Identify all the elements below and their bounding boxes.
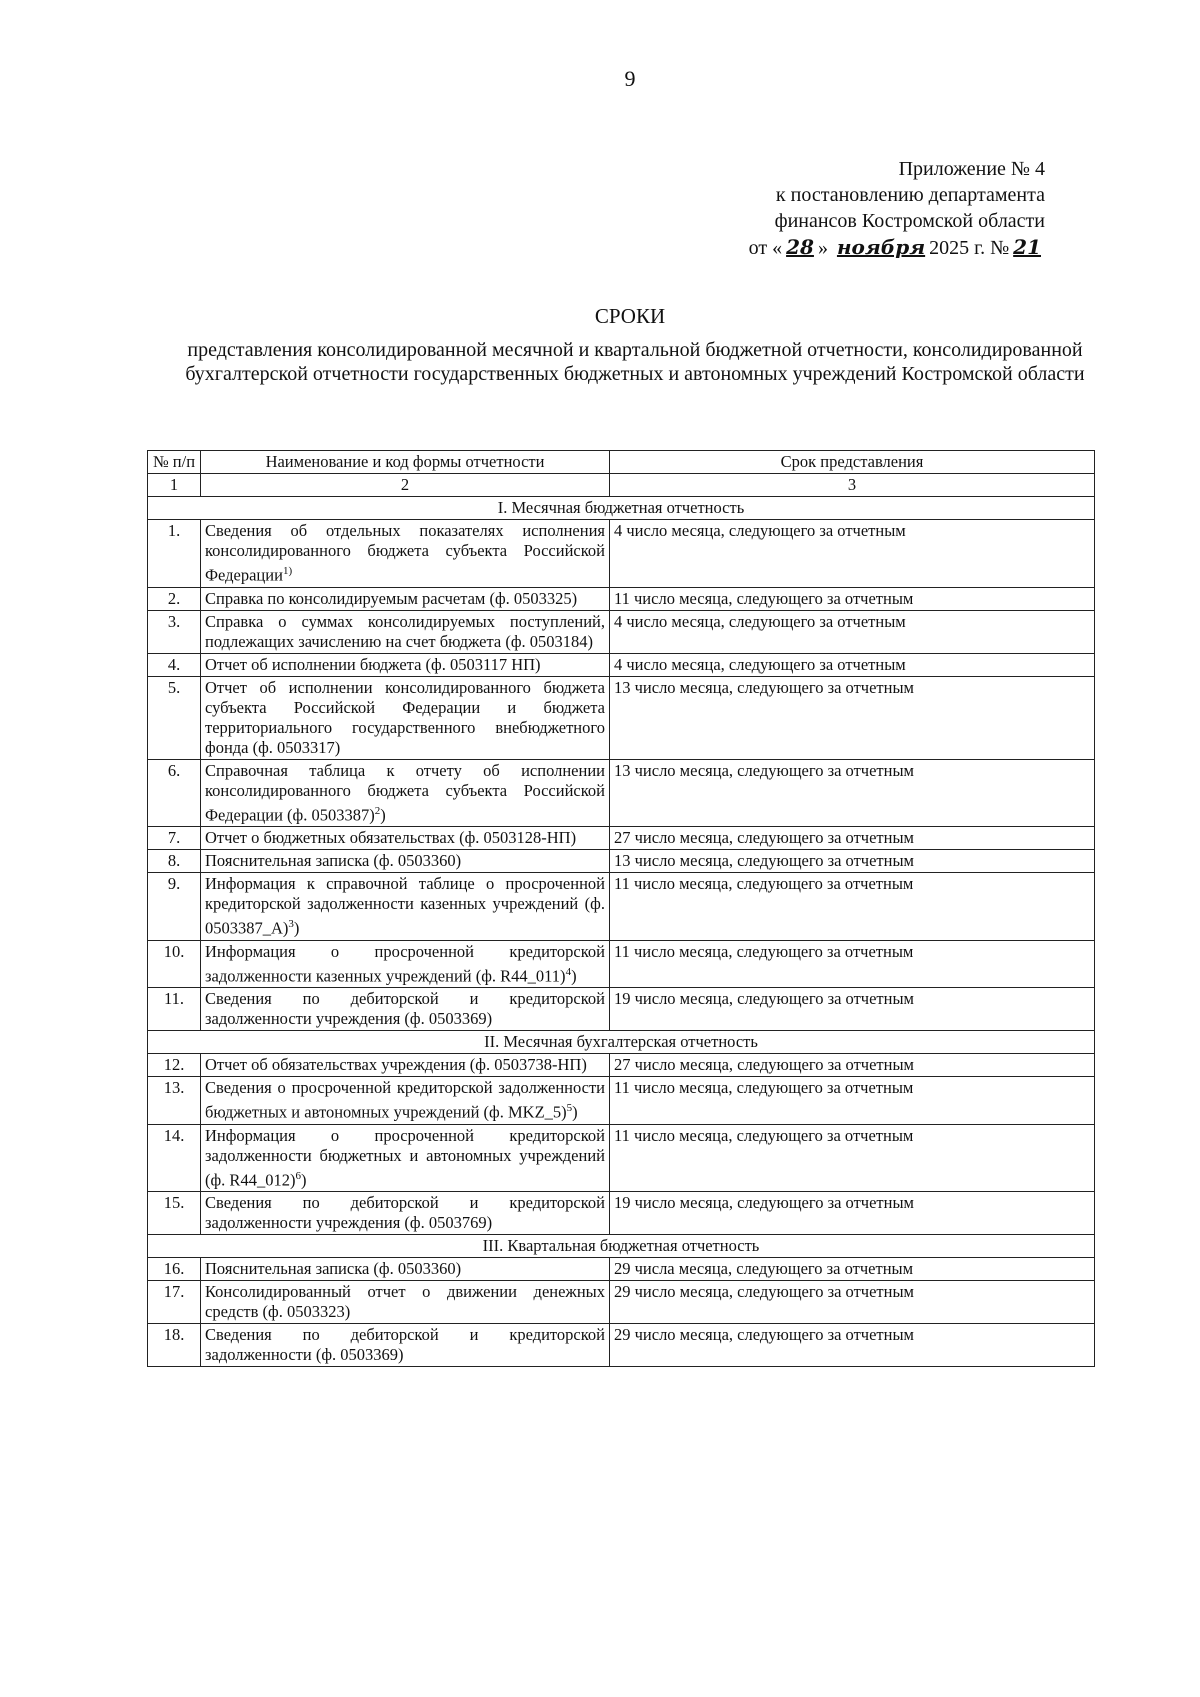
form-name: Справка о суммах консолидируемых поступлений, подлежащих зачислению на счет бюджета (ф. 0503184): [205, 611, 605, 651]
footnote-mark: 6: [295, 1169, 301, 1182]
form-name-cell: [201, 759, 610, 827]
row-number: 3.: [148, 610, 201, 653]
row-number: 6.: [148, 759, 201, 827]
deadline-cell: 29 число месяца, следующего за отчетным: [610, 1281, 1095, 1324]
deadline-cell: 13 число месяца, следующего за отчетным: [610, 676, 1095, 759]
form-name-cell: [201, 988, 610, 1031]
row-number: 13.: [148, 1077, 201, 1125]
section-title: I. Месячная бюджетная отчетность: [148, 497, 1095, 520]
handwritten-day: 28: [786, 235, 814, 259]
form-name-cell: [201, 1054, 610, 1077]
column-number-row: [148, 474, 1095, 497]
row-number: 10.: [148, 940, 201, 988]
row-number: 14.: [148, 1124, 201, 1192]
form-name: Отчет об исполнении бюджета (ф. 0503117 НП): [205, 654, 541, 674]
form-name-cell: [201, 1324, 610, 1367]
table-row: [148, 1124, 1095, 1192]
deadline-cell: 11 число месяца, следующего за отчетным: [610, 587, 1095, 610]
table-body: [148, 497, 1095, 1367]
section-row: [148, 497, 1095, 520]
column-number: 1: [148, 474, 201, 497]
document-title: СРОКИ: [594, 304, 666, 328]
row-number: 4.: [148, 653, 201, 676]
form-name: Отчет об исполнении консолидированного бюджета субъекта Российской Федерации и бюджета территориального государственного внебюджетного фонда (ф. 0503317): [205, 677, 605, 757]
form-name-cell: [201, 1281, 610, 1324]
deadline-cell: 29 число месяца, следующего за отчетным: [610, 1324, 1095, 1367]
handwritten-number: 21: [1013, 235, 1041, 259]
deadline-cell: 11 число месяца, следующего за отчетным: [610, 1124, 1095, 1192]
footnote-close: ): [380, 805, 386, 824]
appendix-date-line: [625, 234, 1045, 261]
column-number: 3: [610, 474, 1095, 497]
form-name-cell: [201, 676, 610, 759]
form-name-cell: [201, 587, 610, 610]
row-number: 2.: [148, 587, 201, 610]
form-name: Сведения по дебиторской и кредиторской задолженности (ф. 0503369): [205, 1325, 605, 1364]
appendix-line-2: к постановлению департамента: [775, 184, 1045, 206]
column-number: 2: [201, 474, 610, 497]
form-name-cell: [201, 827, 610, 850]
form-name: Информация о просроченной кредиторской задолженности казенных учреждений (ф. R44_011): [205, 941, 605, 985]
form-name: Информация о просроченной кредиторской задолженности бюджетных и автономных учреждений (ф. R44_012): [205, 1125, 605, 1189]
footnote-close: ): [571, 966, 577, 985]
deadline-cell: 11 число месяца, следующего за отчетным: [610, 873, 1095, 941]
deadline-cell: 11 число месяца, следующего за отчетным: [610, 1077, 1095, 1125]
deadline-cell: 13 число месяца, следующего за отчетным: [610, 850, 1095, 873]
row-number: 1.: [148, 520, 201, 588]
form-name-cell: [201, 873, 610, 941]
footnote-mark: 2: [374, 804, 381, 817]
section-title: II. Месячная бухгалтерская отчетность: [148, 1031, 1095, 1054]
row-number: 9.: [148, 873, 201, 941]
date-prefix: от «: [748, 237, 783, 259]
table-row: [148, 1324, 1095, 1367]
form-name: Сведения по дебиторской и кредиторской задолженности учреждения (ф. 0503769): [205, 1193, 605, 1232]
section-row: [148, 1031, 1095, 1054]
table-row: [148, 520, 1095, 588]
row-number: 16.: [148, 1258, 201, 1281]
table-header-row: [148, 451, 1095, 474]
form-name-cell: [201, 653, 610, 676]
table-row: [148, 1258, 1095, 1281]
row-number: 17.: [148, 1281, 201, 1324]
form-name: Консолидированный отчет о движении денежных средств (ф. 0503323): [205, 1282, 605, 1321]
table-row: [148, 827, 1095, 850]
form-name-cell: [201, 1077, 610, 1125]
appendix-block: [625, 156, 1045, 261]
deadline-cell: 19 число месяца, следующего за отчетным: [610, 988, 1095, 1031]
deadline-cell: 4 число месяца, следующего за отчетным: [610, 610, 1095, 653]
form-name: Справка по консолидируемым расчетам (ф. 0503325): [205, 588, 578, 608]
form-name-cell: [201, 940, 610, 988]
deadline-cell: 27 число месяца, следующего за отчетным: [610, 827, 1095, 850]
header-num: № п/п: [148, 451, 201, 474]
table-row: [148, 759, 1095, 827]
footnote-mark: 4: [565, 965, 572, 978]
table-row: [148, 610, 1095, 653]
section-title: III. Квартальная бюджетная отчетность: [148, 1235, 1095, 1258]
deadline-cell: 13 число месяца, следующего за отчетным: [610, 759, 1095, 827]
form-name-cell: [201, 610, 610, 653]
deadline-cell: 19 число месяца, следующего за отчетным: [610, 1192, 1095, 1235]
row-number: 7.: [148, 827, 201, 850]
handwritten-month: ноября: [836, 235, 926, 259]
table-row: [148, 587, 1095, 610]
table-row: [148, 1077, 1095, 1125]
form-name: Отчет об обязательствах учреждения (ф. 0503738-НП): [205, 1055, 587, 1074]
table-row: [148, 1192, 1095, 1235]
form-name-cell: [201, 1124, 610, 1192]
row-number: 11.: [148, 988, 201, 1031]
deadline-cell: 27 число месяца, следующего за отчетным: [610, 1054, 1095, 1077]
table-row: [148, 1281, 1095, 1324]
document-subtitle: представления консолидированной месячной и квартальной бюджетной отчетности, консолидированной бухгалтерской отчетности государственных бюджетных и автономных учреждений Костромской области: [185, 339, 1085, 385]
footnote-close: ): [293, 918, 300, 938]
deadline-cell: 29 числа месяца, следующего за отчетным: [610, 1258, 1095, 1281]
deadlines-table: [147, 450, 1095, 1367]
table-row: [148, 676, 1095, 759]
deadline-cell: 4 число месяца, следующего за отчетным: [610, 520, 1095, 588]
form-name: Сведения о просроченной кредиторской задолженности бюджетных и автономных учреждений (ф. MKZ_5): [205, 1078, 605, 1122]
date-year: 2025 г. №: [929, 237, 1010, 259]
form-name-cell: [201, 1192, 610, 1235]
footnote-mark: 1): [282, 565, 293, 577]
row-number: 15.: [148, 1192, 201, 1235]
form-name: Справочная таблица к отчету об исполнении консолидированного бюджета субъекта Российской Федерации (ф. 0503387): [205, 760, 605, 824]
footnote-close: ): [572, 1102, 578, 1122]
footnote-close: ): [300, 1170, 307, 1189]
row-number: 12.: [148, 1054, 201, 1077]
form-name: Сведения об отдельных показателях исполнения консолидированного бюджета субъекта Российской Федерации: [205, 521, 605, 585]
form-name-cell: [201, 1258, 610, 1281]
footnote-mark: 5: [566, 1102, 573, 1114]
form-name-cell: [201, 520, 610, 588]
table-row: [148, 850, 1095, 873]
date-day-close: »: [817, 237, 828, 259]
header-name: Наименование и код формы отчетности: [201, 451, 610, 474]
table-row: [148, 1054, 1095, 1077]
section-row: [148, 1235, 1095, 1258]
form-name: Пояснительная записка (ф. 0503360): [205, 1259, 462, 1278]
row-number: 8.: [148, 850, 201, 873]
page-number: 9: [624, 66, 636, 91]
deadline-cell: 4 число месяца, следующего за отчетным: [610, 653, 1095, 676]
footnote-mark: 3: [288, 918, 294, 930]
row-number: 5.: [148, 676, 201, 759]
form-name: Информация к справочной таблице о просроченной кредиторской задолженности казенных учреждений (ф. 0503387_А): [205, 874, 605, 938]
table-row: [148, 940, 1095, 988]
form-name: Пояснительная записка (ф. 0503360): [205, 851, 462, 870]
table-row: [148, 873, 1095, 941]
row-number: 18.: [148, 1324, 201, 1367]
appendix-line-3: финансов Костромской области: [774, 210, 1045, 232]
appendix-line-1: Приложение № 4: [898, 158, 1045, 180]
table-row: [148, 988, 1095, 1031]
form-name: Сведения по дебиторской и кредиторской задолженности учреждения (ф. 0503369): [205, 989, 605, 1028]
header-term: Срок представления: [610, 451, 1095, 474]
form-name: Отчет о бюджетных обязательствах (ф. 0503128-НП): [205, 828, 577, 847]
table-row: [148, 653, 1095, 676]
deadline-cell: 11 число месяца, следующего за отчетным: [610, 940, 1095, 988]
form-name-cell: [201, 850, 610, 873]
